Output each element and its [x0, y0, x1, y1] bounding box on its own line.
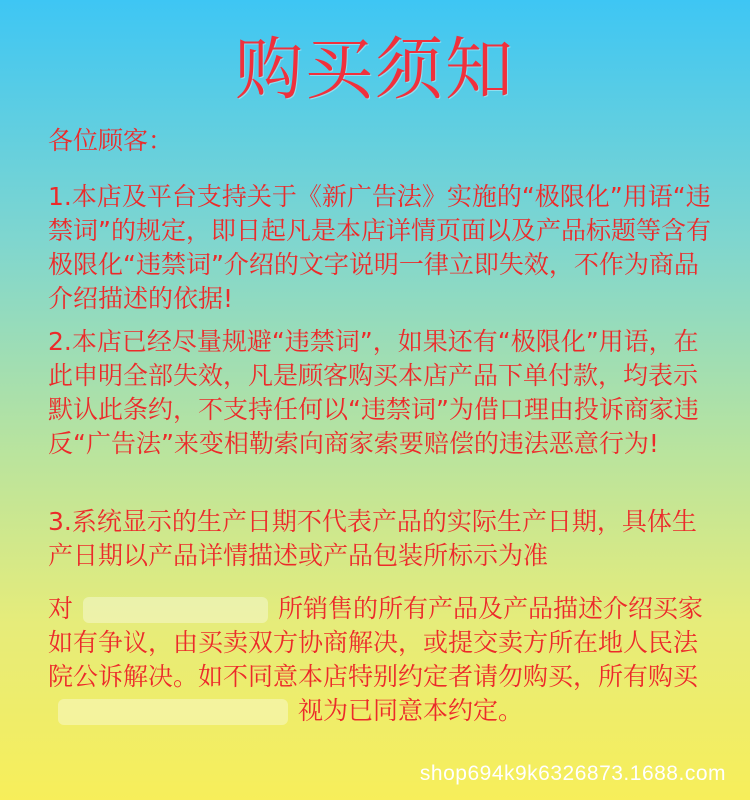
notice-item-3: 3.系统显示的生产日期不代表产品的实际生产日期，具体生产日期以产品详情描述或产品包装所标示为准	[48, 507, 697, 570]
closing-suffix: 视为已同意本约定。	[298, 696, 524, 725]
notice-item-1: 1.本店及平台支持关于《新广告法》实施的“极限化”用语“违禁词”的规定，即日起凡是本店详情页面以及产品标题等含有极限化“违禁词”介绍的文字说明一律立即失效，不作为商品介绍描述的依据!	[48, 182, 711, 313]
greeting: 各位顾客：	[48, 126, 174, 155]
closing-prefix: 对	[48, 594, 74, 623]
closing-middle: 所销售的所有产品及产品描述介绍买家如有争议，由买卖双方协商解决，或提交卖方所在地人民法院公诉解决。如不同意本店特别约定者请勿购买，所有购买	[48, 594, 704, 691]
redacted-shop-name	[83, 597, 268, 623]
redacted-shop-name-2	[58, 699, 288, 725]
shop-url-watermark: shop694k9k6326873.1688.com	[419, 762, 726, 785]
closing-statement	[48, 592, 720, 728]
notice-item-2: 2.本店已经尽量规避“违禁词”，如果还有“极限化”用语，在此申明全部失效，凡是顾客购买本店产品下单付款，均表示默认此条约，不支持任何以“违禁词”为借口理由投诉商家违反“广告法”来变相勒索向商家索要赔偿的违法恶意行为!	[48, 327, 699, 458]
page-title: 购买须知	[234, 31, 515, 110]
